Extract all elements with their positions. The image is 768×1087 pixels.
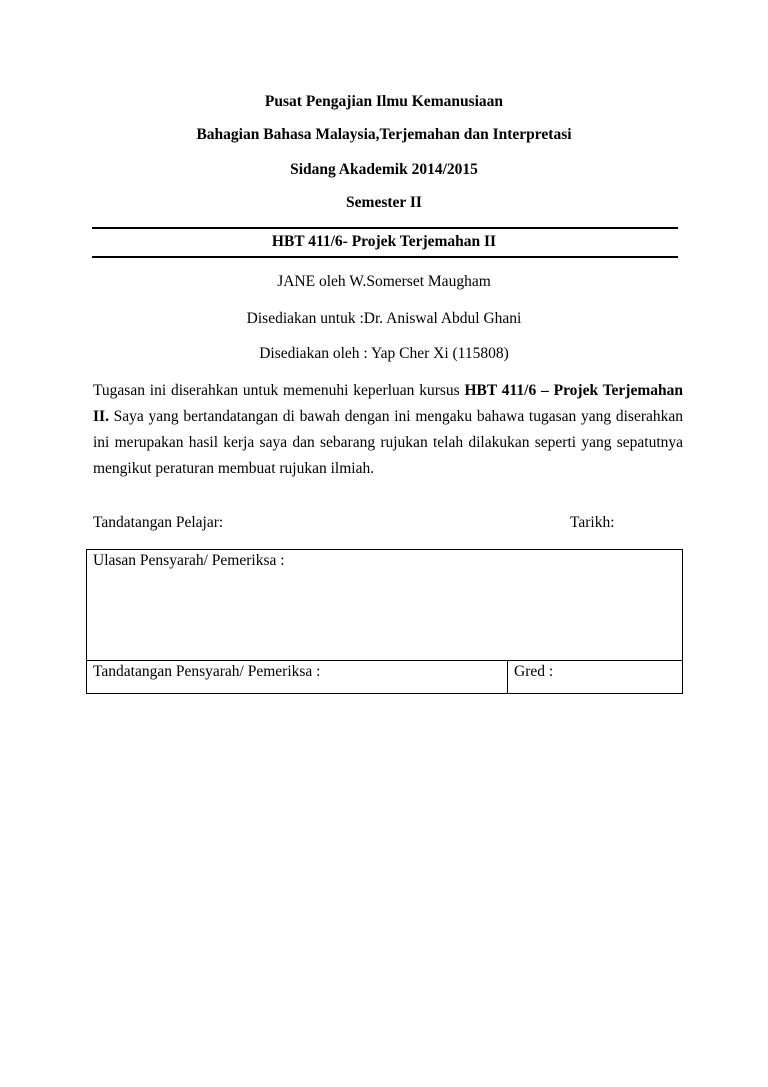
header-school: Pusat Pengajian Ilmu Kemanusiaan bbox=[264, 93, 504, 110]
comment-label: Ulasan Pensyarah/ Pemeriksa : bbox=[93, 552, 285, 569]
declaration-text-after: Saya yang bertandatangan di bawah dengan ini mengaku bahawa tugasan yang diserahkan ini merupakan hasil kerja saya dan sebarang rujukan telah dilakukan seperti yang sepatutnya mengikut peraturan membuat rujukan ilmiah. bbox=[93, 408, 683, 477]
prepared-for: Disediakan untuk :Dr. Aniswal Abdul Ghani bbox=[246, 310, 522, 327]
declaration-paragraph bbox=[93, 378, 683, 482]
student-signature-label: Tandatangan Pelajar: bbox=[93, 514, 224, 531]
lecturer-sign-label: Tandatangan Pensyarah/ Pemeriksa : bbox=[93, 663, 321, 680]
header-semester: Semester II bbox=[346, 194, 422, 211]
date-label: Tarikh: bbox=[570, 514, 615, 531]
grade-cell bbox=[508, 661, 683, 694]
declaration-course: HBT 411/6 – Projek Terjemahan II. bbox=[93, 382, 683, 425]
review-table bbox=[86, 549, 683, 694]
declaration-text-before: Tugasan ini diserahkan untuk memenuhi keperluan kursus bbox=[93, 382, 465, 399]
grade-label: Gred : bbox=[514, 663, 554, 680]
rule-top bbox=[92, 227, 678, 229]
header-session: Sidang Akademik 2014/2015 bbox=[290, 161, 478, 178]
rule-bottom bbox=[92, 256, 678, 258]
comment-cell bbox=[87, 550, 683, 661]
work-title: JANE oleh W.Somerset Maugham bbox=[277, 273, 491, 290]
course-title: HBT 411/6- Projek Terjemahan II bbox=[271, 233, 497, 250]
lecturer-sign-cell bbox=[87, 661, 508, 694]
prepared-by: Disediakan oleh : Yap Cher Xi (115808) bbox=[259, 345, 509, 362]
header-department: Bahagian Bahasa Malaysia,Terjemahan dan Interpretasi bbox=[196, 126, 572, 143]
